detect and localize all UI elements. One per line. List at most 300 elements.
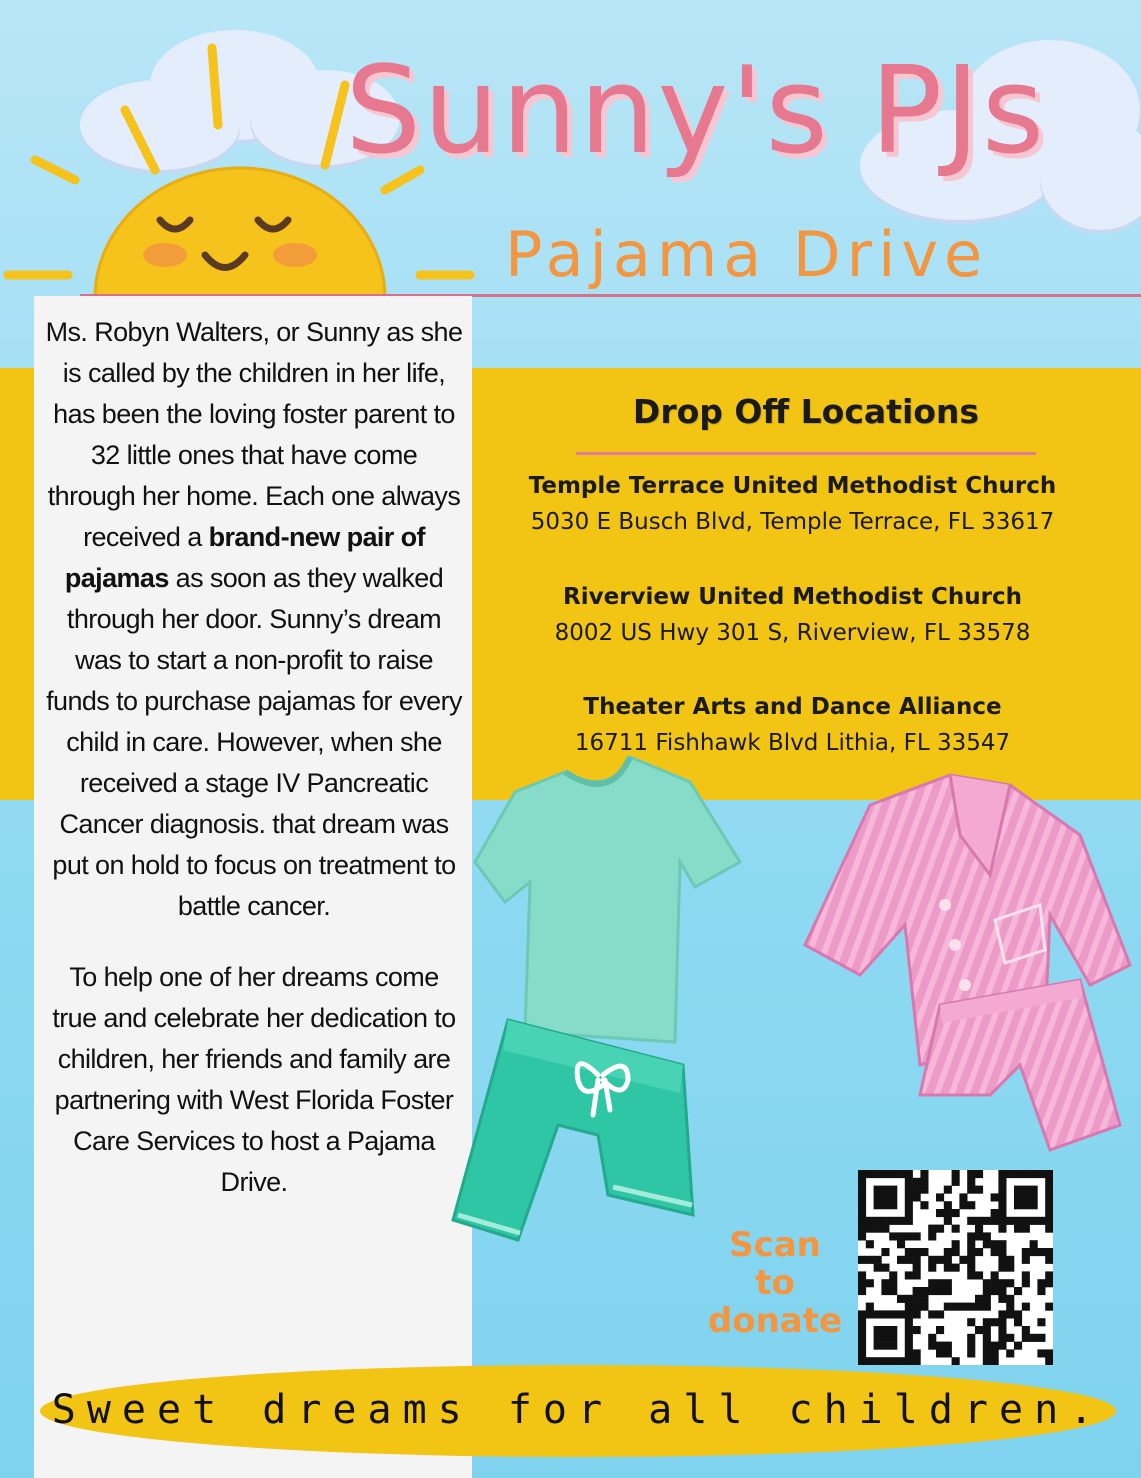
qr-module (881, 1357, 889, 1365)
qr-module (1014, 1186, 1022, 1194)
location-address: 16711 Fishhawk Blvd Lithia, FL 33547 (574, 730, 1011, 756)
page-subtitle: Pajama Drive (505, 218, 989, 291)
qr-module (905, 1326, 913, 1334)
qr-module (858, 1310, 866, 1318)
location-2 (480, 579, 1105, 651)
qr-module (1045, 1170, 1053, 1178)
qr-module (998, 1178, 1006, 1186)
qr-module (983, 1287, 991, 1295)
qr-module (998, 1186, 1006, 1194)
qr-module (1022, 1334, 1030, 1342)
qr-module (936, 1326, 944, 1334)
qr-module (952, 1248, 960, 1256)
qr-module (944, 1217, 952, 1225)
qr-module (920, 1295, 928, 1303)
qr-module (1037, 1349, 1045, 1357)
qr-module (983, 1357, 991, 1365)
qr-module (897, 1310, 905, 1318)
qr-module (936, 1225, 944, 1233)
qr-module (1006, 1310, 1014, 1318)
qr-module (1045, 1178, 1053, 1186)
qr-module (936, 1310, 944, 1318)
qr-module (983, 1295, 991, 1303)
qr-module (952, 1170, 960, 1178)
qr-module (967, 1349, 975, 1357)
qr-module (1022, 1217, 1030, 1225)
qr-module (991, 1193, 999, 1201)
qr-module (874, 1264, 882, 1272)
qr-module (998, 1256, 1006, 1264)
qr-module (936, 1287, 944, 1295)
qr-module (1037, 1248, 1045, 1256)
qr-module (905, 1349, 913, 1357)
qr-module (1022, 1201, 1030, 1209)
qr-module (905, 1303, 913, 1311)
qr-module (1006, 1256, 1014, 1264)
qr-module (944, 1264, 952, 1272)
qr-module (1006, 1334, 1014, 1342)
qr-module (983, 1217, 991, 1225)
qr-module (1045, 1349, 1053, 1357)
story-text (44, 312, 464, 1233)
qr-module (1045, 1186, 1053, 1194)
qr-module (905, 1217, 913, 1225)
qr-module (998, 1326, 1006, 1334)
location-address: 5030 E Busch Blvd, Temple Terrace, FL 33617 (530, 509, 1055, 535)
drop-off-heading: Drop Off Locations (632, 392, 980, 431)
qr-module (998, 1318, 1006, 1326)
qr-module (913, 1349, 921, 1357)
qr-module (959, 1193, 967, 1201)
qr-module (920, 1178, 928, 1186)
qr-module (998, 1225, 1006, 1233)
qr-module (975, 1186, 983, 1194)
qr-module (858, 1256, 866, 1264)
qr-module (952, 1264, 960, 1272)
qr-module (913, 1326, 921, 1334)
qr-module (983, 1303, 991, 1311)
qr-module (998, 1201, 1006, 1209)
qr-module (920, 1170, 928, 1178)
qr-module (881, 1186, 889, 1194)
qr-module (928, 1287, 936, 1295)
scan-to-donate-label (700, 1226, 850, 1340)
qr-module (998, 1342, 1006, 1350)
qr-module (858, 1217, 866, 1225)
qr-module (998, 1217, 1006, 1225)
qr-module (874, 1256, 882, 1264)
qr-module (920, 1248, 928, 1256)
qr-module (889, 1287, 897, 1295)
qr-module (928, 1256, 936, 1264)
qr-module (905, 1295, 913, 1303)
qr-module (889, 1271, 897, 1279)
qr-module (928, 1232, 936, 1240)
qr-module (897, 1240, 905, 1248)
qr-module (858, 1349, 866, 1357)
qr-module (874, 1225, 882, 1233)
qr-module (936, 1193, 944, 1201)
qr-module (1006, 1264, 1014, 1272)
qr-module (1045, 1271, 1053, 1279)
qr-module (928, 1310, 936, 1318)
qr-module (928, 1225, 936, 1233)
qr-module (913, 1178, 921, 1186)
qr-module (952, 1240, 960, 1248)
qr-module (1022, 1170, 1030, 1178)
qr-module (967, 1248, 975, 1256)
qr-module (952, 1357, 960, 1365)
qr-module (897, 1232, 905, 1240)
qr-module (1014, 1225, 1022, 1233)
qr-module (1014, 1342, 1022, 1350)
qr-module (889, 1232, 897, 1240)
qr-module (1014, 1217, 1022, 1225)
qr-module (881, 1279, 889, 1287)
qr-module (983, 1279, 991, 1287)
qr-module (944, 1287, 952, 1295)
qr-module (936, 1279, 944, 1287)
qr-module (1030, 1170, 1038, 1178)
qr-module (874, 1201, 882, 1209)
qr-module (858, 1186, 866, 1194)
qr-module (881, 1334, 889, 1342)
qr-module (944, 1186, 952, 1194)
qr-module (913, 1357, 921, 1365)
qr-module (866, 1240, 874, 1248)
qr-module (874, 1193, 882, 1201)
qr-module (998, 1295, 1006, 1303)
qr-module (1045, 1248, 1053, 1256)
qr-module (1037, 1279, 1045, 1287)
qr-module (889, 1326, 897, 1334)
qr-module (889, 1201, 897, 1209)
qr-module (991, 1287, 999, 1295)
qr-module (905, 1256, 913, 1264)
qr-module (889, 1334, 897, 1342)
qr-module (874, 1217, 882, 1225)
qr-module (858, 1225, 866, 1233)
qr-module (967, 1240, 975, 1248)
qr-module (983, 1318, 991, 1326)
qr-module (913, 1295, 921, 1303)
qr-module (913, 1303, 921, 1311)
qr-module (897, 1357, 905, 1365)
qr-module (991, 1342, 999, 1350)
qr-module (1037, 1318, 1045, 1326)
qr-module (967, 1256, 975, 1264)
shirt-icon (470, 752, 750, 1052)
qr-module (1014, 1287, 1022, 1295)
qr-module (944, 1209, 952, 1217)
qr-module (858, 1271, 866, 1279)
qr-module (1022, 1248, 1030, 1256)
qr-module (1045, 1217, 1053, 1225)
qr-module (991, 1217, 999, 1225)
qr-module (998, 1334, 1006, 1342)
qr-module (905, 1334, 913, 1342)
qr-module (858, 1342, 866, 1350)
qr-module (998, 1287, 1006, 1295)
qr-module (975, 1326, 983, 1334)
qr-module (905, 1170, 913, 1178)
qr-module (928, 1334, 936, 1342)
qr-module (905, 1342, 913, 1350)
qr-module (913, 1193, 921, 1201)
qr-module (913, 1271, 921, 1279)
qr-module (944, 1248, 952, 1256)
qr-module (881, 1170, 889, 1178)
qr-module (991, 1271, 999, 1279)
qr-module (858, 1170, 866, 1178)
qr-module (944, 1303, 952, 1311)
qr-module (944, 1201, 952, 1209)
qr-module (975, 1170, 983, 1178)
qr-module (874, 1326, 882, 1334)
qr-module (858, 1279, 866, 1287)
qr-module (858, 1178, 866, 1186)
qr-module (881, 1264, 889, 1272)
qr-module (866, 1310, 874, 1318)
qr-module (983, 1334, 991, 1342)
qr-module (905, 1186, 913, 1194)
qr-module (874, 1170, 882, 1178)
qr-module (874, 1334, 882, 1342)
qr-module (967, 1318, 975, 1326)
qr-module (874, 1357, 882, 1365)
story-text-part: Ms. Robyn Walters, or Sunny as she is called by the children in her life, has been the loving foster parent to 32 little ones that have come through her home. Each one always received a (45, 317, 463, 552)
qr-module (889, 1170, 897, 1178)
qr-module (905, 1178, 913, 1186)
qr-module (998, 1279, 1006, 1287)
location-address: 8002 US Hwy 301 S, Riverview, FL 33578 (554, 620, 1031, 646)
qr-module (936, 1342, 944, 1350)
qr-module (944, 1342, 952, 1350)
qr-module (998, 1310, 1006, 1318)
qr-module (1022, 1186, 1030, 1194)
qr-module (920, 1303, 928, 1311)
story-paragraph-1 (44, 312, 464, 927)
qr-module (967, 1232, 975, 1240)
qr-module (983, 1326, 991, 1334)
qr-module (889, 1279, 897, 1287)
qr-module (967, 1186, 975, 1194)
qr-module (913, 1248, 921, 1256)
qr-module (959, 1256, 967, 1264)
qr-module (1022, 1279, 1030, 1287)
qr-module (858, 1209, 866, 1217)
qr-module (998, 1170, 1006, 1178)
qr-module (913, 1310, 921, 1318)
qr-module (1022, 1256, 1030, 1264)
story-paragraph-2: To help one of her dreams come true and celebrate her dedication to children, her friends and family are partnering with West Florida Foster Care Services to host a Pajama Drive. (52, 962, 456, 1197)
qr-module (952, 1209, 960, 1217)
qr-module (866, 1217, 874, 1225)
qr-module (881, 1248, 889, 1256)
qr-module (874, 1310, 882, 1318)
qr-module (897, 1295, 905, 1303)
tagline: Sweet dreams for all children. (51, 1387, 1105, 1433)
qr-module (920, 1186, 928, 1194)
qr-module (913, 1232, 921, 1240)
qr-module (975, 1271, 983, 1279)
qr-module (1030, 1240, 1038, 1248)
qr-module (936, 1349, 944, 1357)
qr-module (897, 1256, 905, 1264)
qr-module (1006, 1279, 1014, 1287)
qr-module (858, 1357, 866, 1365)
qr-module (874, 1342, 882, 1350)
location-name: Theater Arts and Dance Alliance (583, 694, 1002, 720)
qr-module (967, 1271, 975, 1279)
qr-module (913, 1287, 921, 1295)
qr-module (1045, 1357, 1053, 1365)
qr-module (881, 1287, 889, 1295)
qr-module (967, 1170, 975, 1178)
qr-module (967, 1201, 975, 1209)
qr-module (1045, 1209, 1053, 1217)
qr-module (975, 1248, 983, 1256)
qr-module (952, 1225, 960, 1233)
location-3 (480, 689, 1105, 761)
qr-module (991, 1209, 999, 1217)
qr-module (983, 1342, 991, 1350)
qr-module (983, 1240, 991, 1248)
qr-module (905, 1318, 913, 1326)
qr-module (928, 1264, 936, 1272)
qr-module (905, 1209, 913, 1217)
qr-module (920, 1201, 928, 1209)
qr-module (858, 1201, 866, 1209)
qr-module (983, 1232, 991, 1240)
qr-module (913, 1186, 921, 1194)
shorts-icon (448, 1015, 698, 1245)
qr-module (944, 1256, 952, 1264)
qr-module (881, 1326, 889, 1334)
qr-module (866, 1225, 874, 1233)
qr-module (1037, 1217, 1045, 1225)
qr-module (1037, 1287, 1045, 1295)
qr-module (1030, 1193, 1038, 1201)
qr-module (991, 1357, 999, 1365)
qr-module (866, 1170, 874, 1178)
qr-module (881, 1217, 889, 1225)
qr-module (998, 1240, 1006, 1248)
qr-module (1014, 1310, 1022, 1318)
qr-module (952, 1178, 960, 1186)
qr-module (866, 1256, 874, 1264)
qr-module (905, 1271, 913, 1279)
qr-module (1030, 1201, 1038, 1209)
qr-module (889, 1186, 897, 1194)
to-text: to (755, 1263, 795, 1303)
qr-module (1014, 1201, 1022, 1209)
qr-module (905, 1193, 913, 1201)
qr-module (975, 1217, 983, 1225)
qr-module (1045, 1193, 1053, 1201)
qr-module (897, 1170, 905, 1178)
qr-module (928, 1342, 936, 1350)
qr-module (858, 1287, 866, 1295)
qr-module (905, 1310, 913, 1318)
qr-module (959, 1201, 967, 1209)
qr-module (920, 1287, 928, 1295)
qr-module (1022, 1225, 1030, 1233)
qr-module (998, 1248, 1006, 1256)
qr-module (881, 1342, 889, 1350)
qr-module (991, 1349, 999, 1357)
qr-module (1037, 1170, 1045, 1178)
qr-module (1006, 1349, 1014, 1357)
qr-module (1006, 1295, 1014, 1303)
qr-module (1022, 1303, 1030, 1311)
qr-module (905, 1248, 913, 1256)
qr-module (1030, 1334, 1038, 1342)
location-name: Temple Terrace United Methodist Church (528, 473, 1057, 499)
qr-module (1006, 1217, 1014, 1225)
qr-module (889, 1342, 897, 1350)
qr-module (1006, 1170, 1014, 1178)
qr-module (998, 1193, 1006, 1201)
qr-module (1014, 1318, 1022, 1326)
qr-module (1014, 1193, 1022, 1201)
qr-code-icon[interactable] (858, 1170, 1053, 1365)
qr-module (889, 1357, 897, 1365)
qr-module (952, 1303, 960, 1311)
qr-module (858, 1193, 866, 1201)
scan-text: Scan (729, 1225, 821, 1265)
qr-module (944, 1279, 952, 1287)
qr-module (1037, 1334, 1045, 1342)
qr-module (1030, 1186, 1038, 1194)
qr-module (1045, 1201, 1053, 1209)
qr-module (866, 1279, 874, 1287)
qr-module (967, 1342, 975, 1350)
story-bold-text: brand-new pair of pajamas (64, 522, 425, 593)
qr-module (1045, 1303, 1053, 1311)
qr-module (959, 1303, 967, 1311)
qr-module (905, 1232, 913, 1240)
qr-module (1045, 1279, 1053, 1287)
qr-module (998, 1264, 1006, 1272)
location-1 (480, 468, 1105, 540)
qr-module (967, 1334, 975, 1342)
qr-module (975, 1303, 983, 1311)
story-text-part: as soon as they walked through her door. Sunny’s dream was to start a non-profit to raise funds to purchase pajamas for every child in care. However, when she received a stage IV Pancreatic Cancer diagnosis. that dream was put on hold to focus on treatment to battle cancer. (46, 563, 462, 921)
qr-module (967, 1217, 975, 1225)
qr-module (889, 1193, 897, 1201)
qr-module (967, 1264, 975, 1272)
qr-module (1030, 1217, 1038, 1225)
qr-module (858, 1318, 866, 1326)
qr-module (928, 1279, 936, 1287)
page-title: Sunny's PJs (345, 42, 1047, 181)
qr-module (1022, 1326, 1030, 1334)
qr-module (1006, 1303, 1014, 1311)
qr-module (1030, 1248, 1038, 1256)
qr-module (889, 1217, 897, 1225)
qr-module (975, 1225, 983, 1233)
qr-module (858, 1334, 866, 1342)
qr-module (1045, 1225, 1053, 1233)
qr-module (991, 1240, 999, 1248)
drop-off-divider (576, 452, 1036, 455)
qr-module (975, 1295, 983, 1303)
qr-module (866, 1357, 874, 1365)
qr-module (936, 1209, 944, 1217)
qr-module (881, 1193, 889, 1201)
qr-module (967, 1178, 975, 1186)
